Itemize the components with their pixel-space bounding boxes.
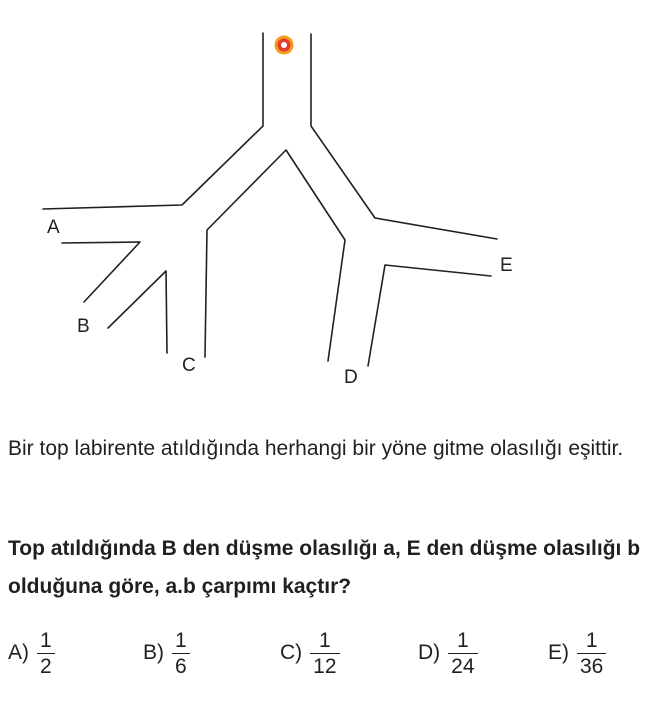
question-stem: Bir top labirente atıldığında herhangi bir yöne gitme olasılığı eşittir. (8, 437, 624, 460)
option-letter: D) (418, 641, 441, 664)
option-a[interactable] (8, 620, 55, 686)
maze-wall-inner-b-c (108, 271, 167, 353)
question-text: Top atıldığında B den düşme olasılığı a, E den düşme olasılığı b olduğuna göre, a.b çarpımı kaçtır? (8, 537, 641, 598)
option-letter: A) (8, 641, 29, 664)
exit-label-b: B (77, 316, 90, 337)
ball-center (281, 42, 287, 48)
maze-wall-inner-c-d (205, 150, 345, 361)
option-c[interactable] (280, 620, 340, 686)
exit-label-d: D (344, 367, 358, 388)
option-letter: B) (143, 641, 164, 664)
option-b[interactable] (143, 620, 190, 686)
option-letter: C) (280, 641, 303, 664)
fraction-denominator: 2 (37, 653, 55, 679)
maze-walls (43, 33, 497, 366)
fraction (448, 628, 477, 679)
fraction (577, 628, 606, 679)
fraction-denominator: 24 (448, 653, 477, 679)
fraction-denominator: 36 (577, 653, 606, 679)
fraction-denominator: 12 (310, 653, 339, 679)
fraction-numerator: 1 (40, 628, 52, 652)
fraction-numerator: 1 (585, 628, 598, 652)
exit-label-a: A (47, 217, 60, 238)
option-e[interactable] (548, 620, 606, 686)
option-d[interactable] (418, 620, 478, 686)
fraction (37, 628, 55, 679)
answer-options (8, 620, 658, 690)
fraction-numerator: 1 (175, 628, 187, 652)
exit-label-e: E (500, 255, 513, 276)
maze-wall-right-outer (311, 34, 497, 239)
option-letter: E) (548, 641, 569, 664)
maze-wall-inner-d-e (368, 265, 491, 366)
fraction-numerator: 1 (457, 628, 469, 652)
maze-wall-inner-a-b (62, 242, 140, 302)
fraction-numerator: 1 (319, 628, 331, 652)
exit-label-c: C (182, 355, 196, 376)
maze-wall-left-outer (43, 33, 263, 209)
fraction (172, 628, 190, 679)
ball-icon (275, 36, 294, 55)
fraction-denominator: 6 (172, 653, 190, 679)
fraction (310, 628, 339, 679)
